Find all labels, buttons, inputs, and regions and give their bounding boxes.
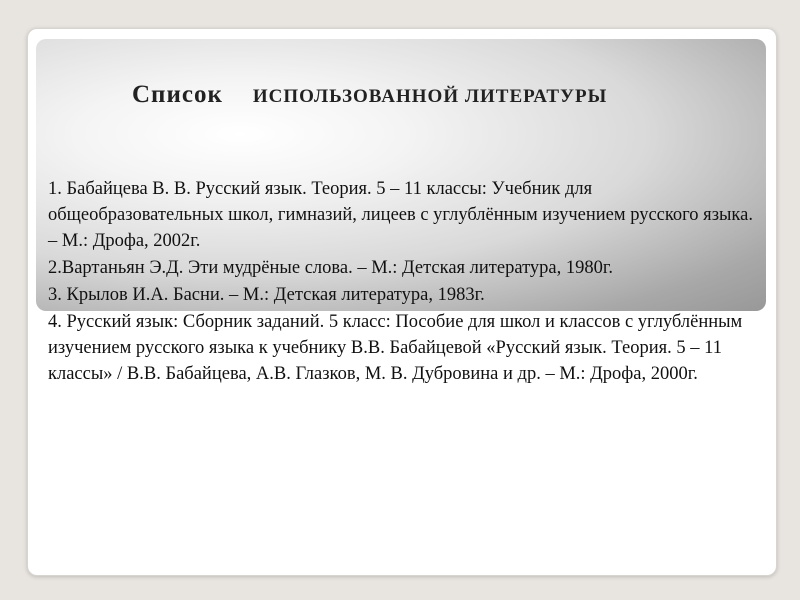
reference-item-2: 2.Вартаньян Э.Д. Эти мудрёные слова. – М.: Детская литература, 1980г.	[48, 258, 614, 278]
slide-title-first-word: Список	[132, 81, 223, 108]
reference-list	[48, 176, 760, 388]
slide-title	[132, 81, 607, 109]
reference-item-4: 4. Русский язык: Сборник заданий. 5 класс: Пособие для школ и классов с углублённым изучением русского языка к учебнику В.В. Бабайцевой «Русский язык. Теория. 5 – 11 классы» / В.В. Бабайцева, А.В. Глазков, М. В. Дубровина и др. – М.: Дрофа, 2000г.	[48, 312, 743, 384]
slide-title-rest: ИСПОЛЬЗОВАННОЙ ЛИТЕРАТУРЫ	[252, 86, 608, 107]
reference-item-1: 1. Бабайцева В. В. Русский язык. Теория. 5 – 11 классы: Учебник для общеобразовательных школ, гимназий, лицеев с углублённым изучением русского языка. – М.: Дрофа, 2002г.	[48, 179, 753, 251]
reference-item-3: 3. Крылов И.А. Басни. – М.: Детская литература, 1983г.	[48, 285, 485, 305]
slide-frame	[27, 28, 777, 576]
